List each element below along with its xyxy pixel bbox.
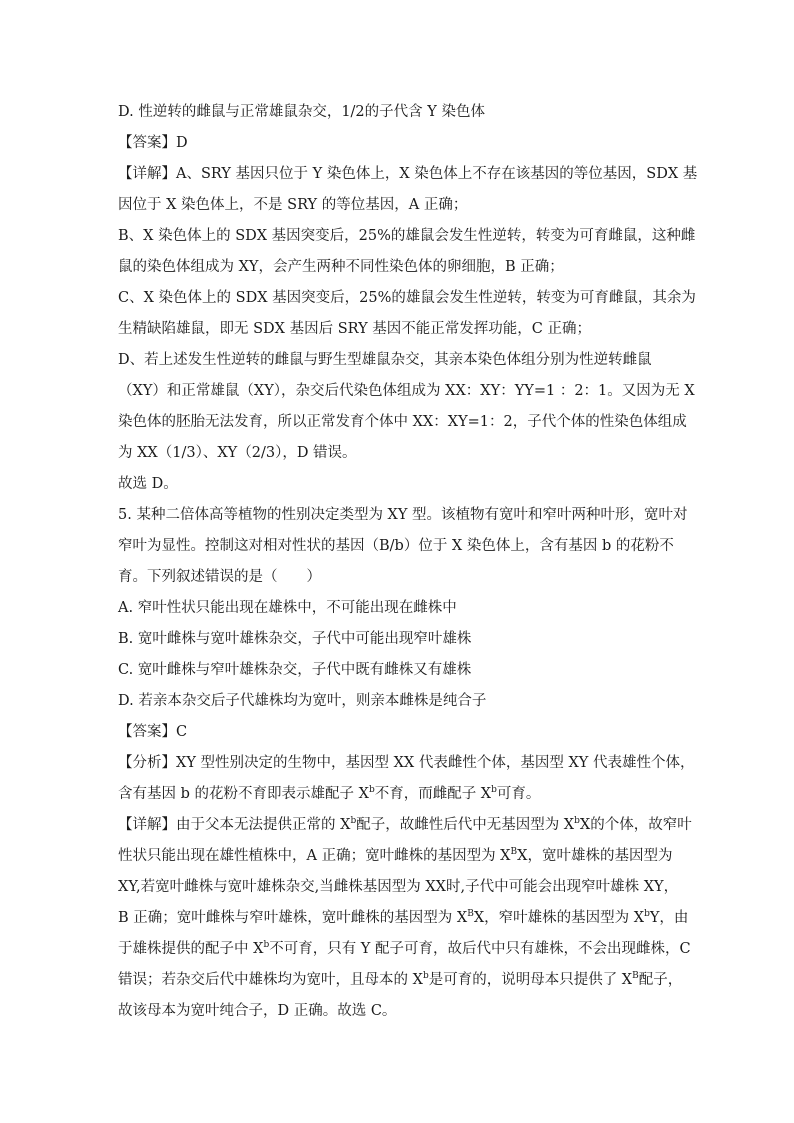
- question-5-stem: 5. 某种二倍体高等植物的性别决定类型为 XY 型。该植物有宽叶和窄叶两种叶形，宽叶对: [118, 507, 688, 523]
- superscript: b: [644, 909, 650, 920]
- explanation-line: 鼠的染色体组成为 XY，会产生两种不同性染色体的卵细胞，B 正确；: [118, 259, 564, 275]
- analysis-line: 【分析】XY 型性别决定的生物中，基因型 XX 代表雌性个体，基因型 XY 代表雄性个体，: [118, 755, 695, 771]
- question-5-stem: 窄叶为显性。控制这对相对性状的基因（B/b）位于 X 染色体上，含有基因 b 的花粉不: [118, 538, 674, 554]
- detail-line: 性状只能出现在雄性植株中，A 正确；宽叶雌株的基因型为 $X^BX$，宽叶雄株的基因型为: [118, 847, 673, 864]
- detail-line: 于雄株提供的配子中 $X^b$不可育，只有 Y 配子可育，故后代中只有雄株，不会出现雌株，C: [118, 940, 691, 957]
- option-d: D. 若亲本杂交后子代雄株均为宽叶，则亲本雌株是纯合子: [118, 693, 487, 709]
- answer-q4: 【答案】D: [118, 135, 188, 151]
- explanation-line: 因位于 X 染色体上，不是 SRY 的等位基因，A 正确；: [118, 197, 468, 213]
- explanation-line: 【详解】A、SRY 基因只位于 Y 染色体上，X 染色体上不存在该基因的等位基因，SDX 基: [118, 166, 698, 182]
- superscript: B: [632, 971, 639, 982]
- option-a: A. 窄叶性状只能出现在雄株中，不可能出现在雌株中: [118, 600, 457, 616]
- detail-line: B 正确；宽叶雌株与窄叶雄株，宽叶雌株的基因型为 $X^BX$，窄叶雄株的基因型为 $X^bY$，由: [118, 909, 689, 926]
- question-5-stem: 育。下列叙述错误的是（ ）: [118, 569, 321, 585]
- detail-line: 故该母本为宽叶纯合子，D 正确。故选 C。: [118, 1003, 397, 1019]
- superscript: B: [467, 909, 474, 920]
- superscript: b: [491, 785, 497, 796]
- explanation-line: （XY）和正常雄鼠（XY），杂交后代染色体组成为 XX：XY：YY=1 ：2：1。又因为无 X: [118, 383, 695, 399]
- explanation-line: C、X 染色体上的 SDX 基因突变后，25%的雄鼠会发生性逆转，转变为可育雌鼠，其余为: [118, 290, 696, 306]
- explanation-line: 为 XX（1/3）、XY（2/3），D 错误。: [118, 445, 357, 461]
- option-c: C. 宽叶雌株与窄叶雄株杂交，子代中既有雌株又有雄株: [118, 662, 472, 678]
- conclusion-q4: 故选 D。: [118, 476, 178, 492]
- superscript: b: [263, 940, 270, 951]
- detail-line: XY,若宽叶雌株与宽叶雄株杂交,当雌株基因型为 XX时,子代中可能会出现窄叶雄株 XY，: [118, 879, 679, 895]
- option-d-q4: D. 性逆转的雌鼠与正常雄鼠杂交，1/2的子代含 Y 染色体: [118, 104, 485, 120]
- superscript: b: [350, 816, 357, 827]
- explanation-line: B、X 染色体上的 SDX 基因突变后，25%的雄鼠会发生性逆转，转变为可育雌鼠，这种雌: [118, 228, 696, 244]
- detail-line: 错误；若杂交后代中雄株均为宽叶，且母本的 $X^b$是可育的，说明母本只提供了 $X^B$配子，: [118, 971, 683, 988]
- analysis-line: 含有基因 b 的花粉不育即表示雄配子 $X^b$不育，而雌配子 $X^b$可育。: [118, 785, 541, 802]
- explanation-line: 生精缺陷雄鼠，即无 SDX 基因后 SRY 基因不能正常发挥功能，C 正确；: [118, 321, 591, 337]
- superscript: b: [574, 816, 580, 827]
- explanation-line: D、若上述发生性逆转的雌鼠与野生型雄鼠杂交，其亲本染色体组分别为性逆转雌鼠: [118, 352, 652, 368]
- superscript: b: [368, 785, 375, 796]
- superscript: B: [510, 847, 518, 858]
- superscript: b: [422, 971, 429, 982]
- detail-line: 【详解】由于父本无法提供正常的 $X^b$配子，故雌性后代中无基因型为 $X^bX$的个体，故窄叶: [118, 816, 692, 833]
- explanation-line: 染色体的胚胎无法发育，所以正常发育个体中 XX：XY=1：2，子代个体的性染色体组成: [118, 414, 687, 430]
- answer-q5: 【答案】C: [118, 724, 188, 740]
- option-b: B. 宽叶雌株与宽叶雄株杂交，子代中可能出现窄叶雄株: [118, 631, 472, 647]
